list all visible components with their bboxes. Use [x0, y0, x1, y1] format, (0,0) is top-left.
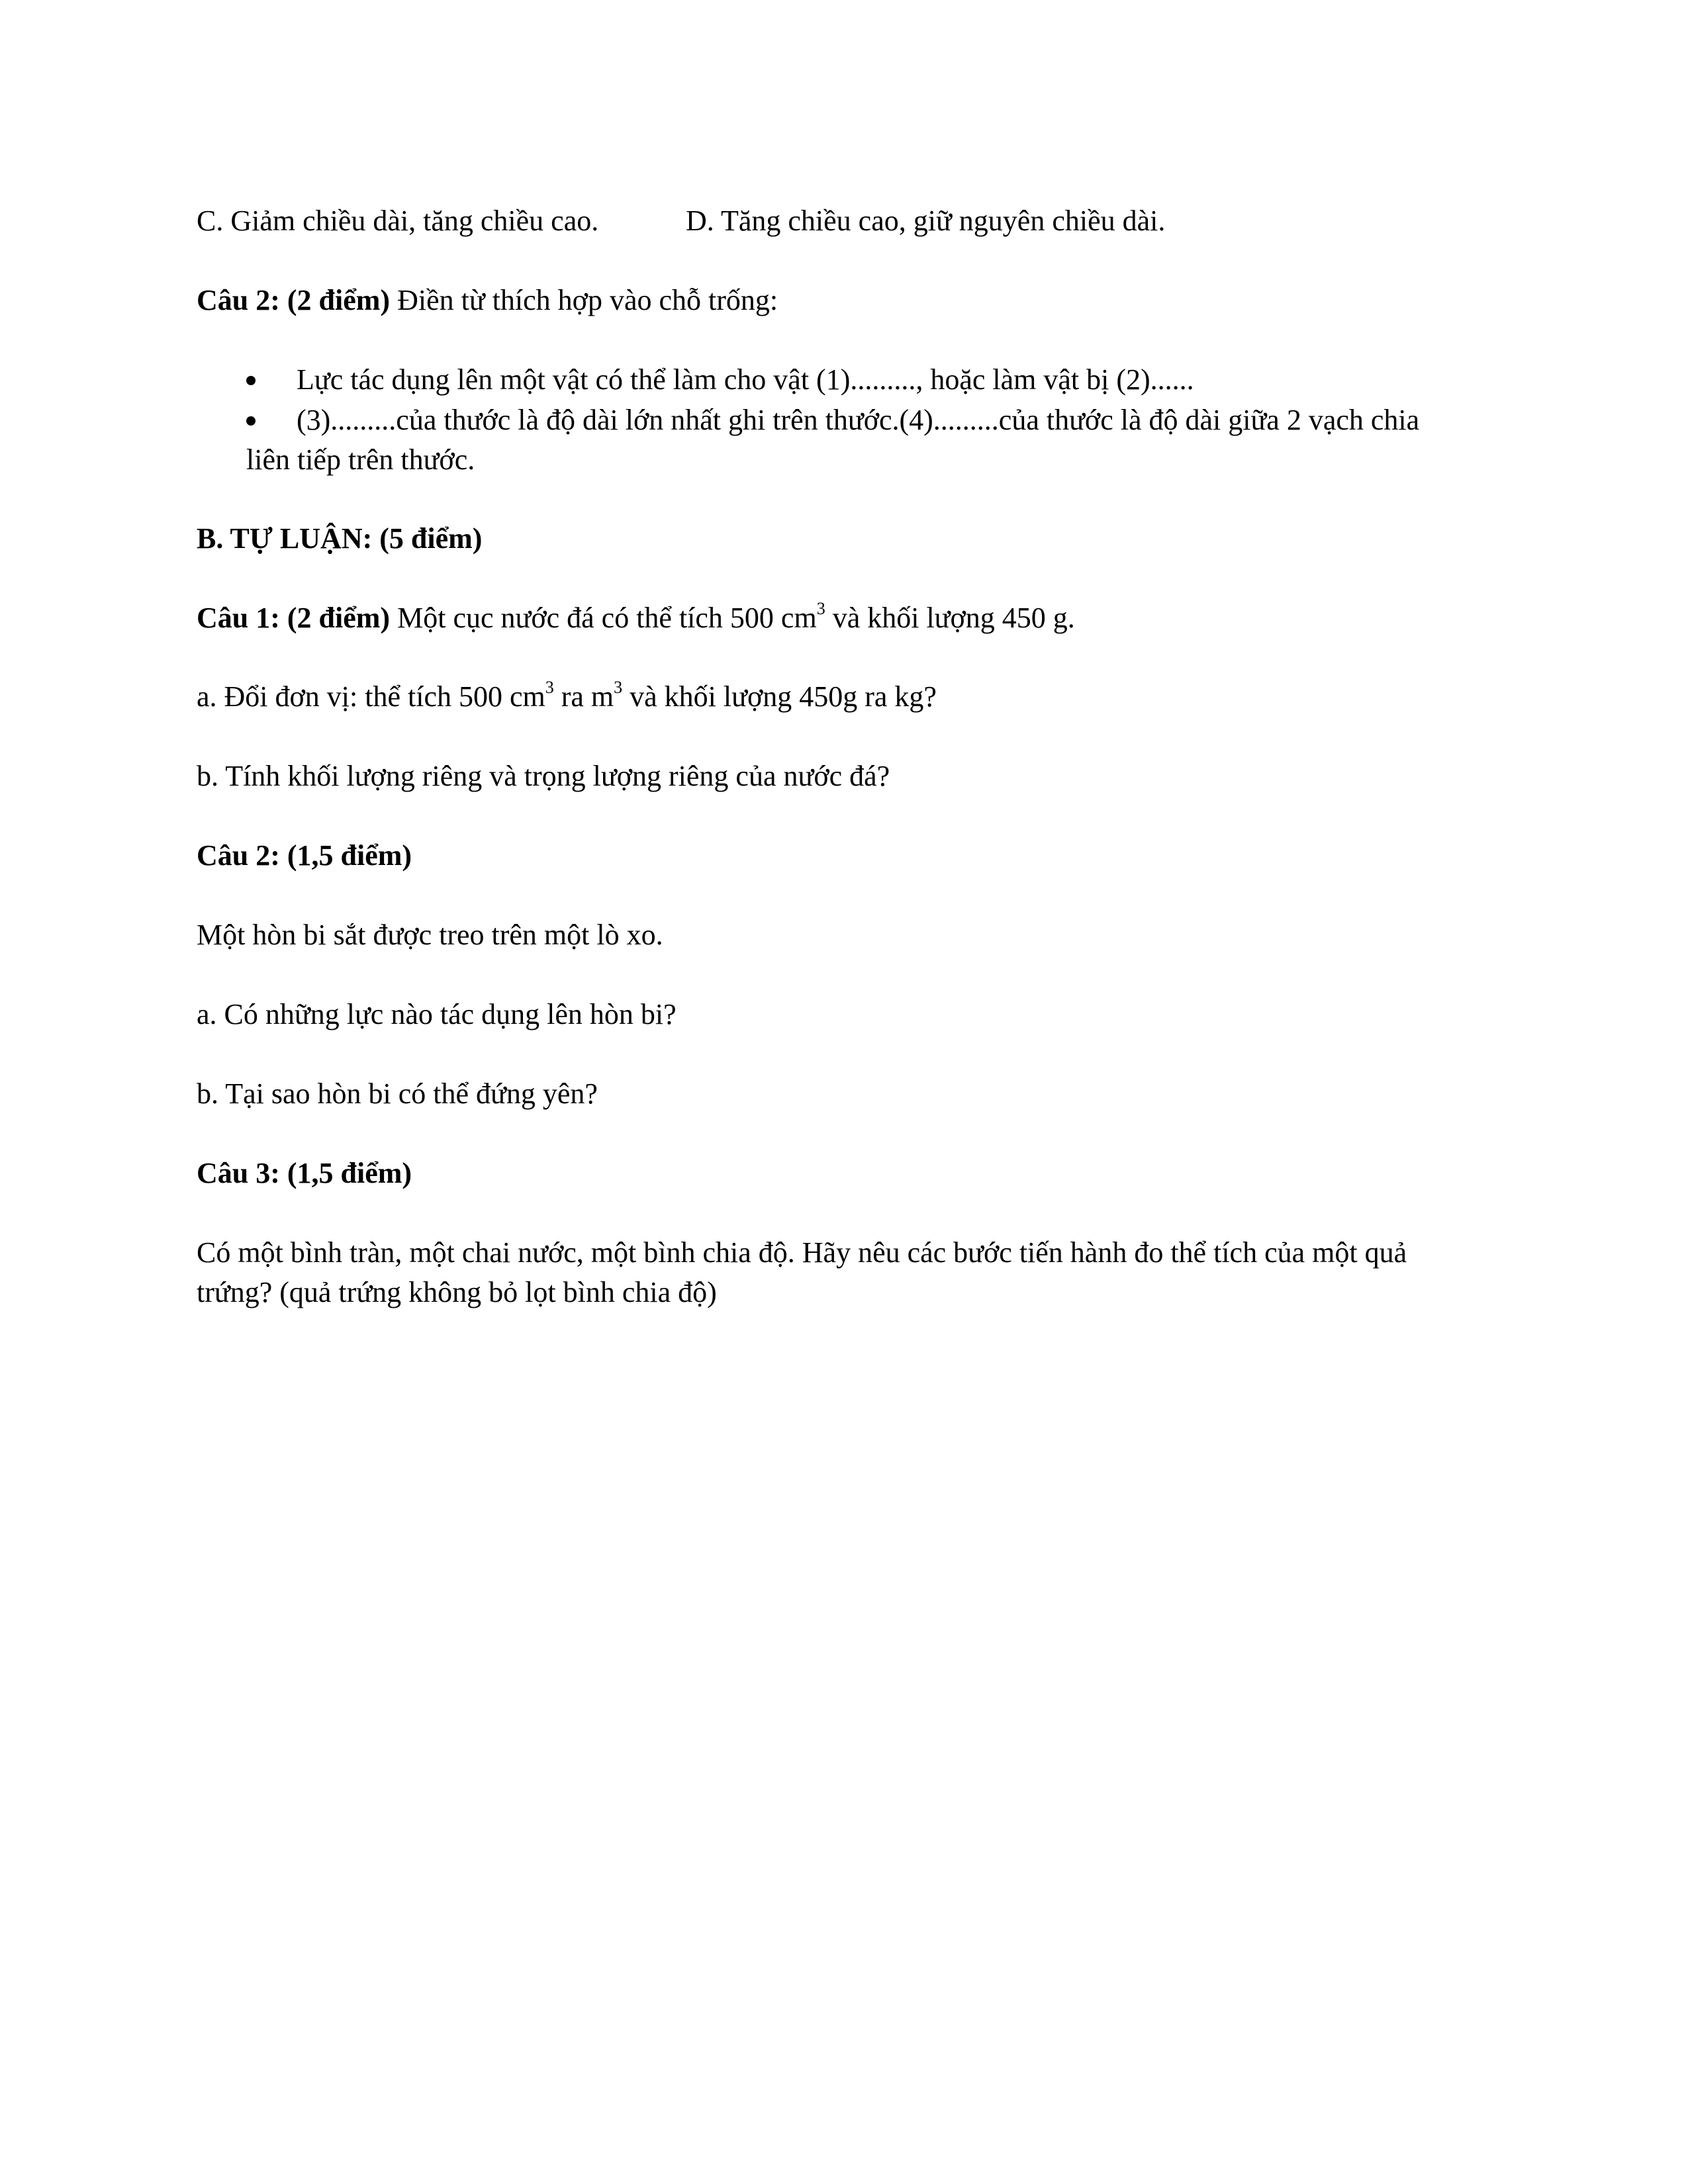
essay-q1-text: Một cục nước đá có thể tích 500 cm: [390, 602, 817, 634]
bullet-icon: [246, 376, 256, 385]
section-heading: B. TỰ LUẬN: (5 điểm): [197, 522, 483, 555]
option-d: D. Tăng chiều cao, giữ nguyên chiều dài.: [686, 205, 1166, 237]
fill-question-heading: [197, 282, 778, 319]
essay-q2-part-b: b. Tại sao hòn bi có thể đứng yên?: [197, 1077, 598, 1110]
essay-q3-line-1: Có một bình tràn, một chai nước, một bình chia độ. Hãy nêu các bước tiến hành đo thể tích của một quả: [197, 1236, 1407, 1269]
bullet-icon: [246, 416, 256, 426]
fill-question-label: Câu 2: (2 điểm): [197, 284, 391, 316]
essay-q1-part-a: [197, 678, 937, 715]
part-a-text-1: a. Đổi đơn vị: thể tích 500 cm: [197, 680, 545, 713]
superscript: 3: [816, 599, 825, 619]
essay-q1-part-b: b. Tính khối lượng riêng và trọng lượng riêng của nước đá?: [197, 760, 890, 792]
essay-q3-label: Câu 3: (1,5 điểm): [197, 1157, 412, 1189]
fill-bullet-1: Lực tác dụng lên một vật có thể làm cho vật (1)........., hoặc làm vật bị (2)......: [297, 363, 1194, 396]
fill-bullet-2-line-2: liên tiếp trên thước.: [246, 443, 475, 476]
essay-q1-text-end: và khối lượng 450 g.: [825, 602, 1075, 634]
essay-q2-label: Câu 2: (1,5 điểm): [197, 839, 412, 872]
essay-q1: [197, 600, 1075, 637]
essay-q1-label: Câu 1: (2 điểm): [197, 602, 391, 634]
superscript: 3: [545, 678, 554, 698]
part-a-text-2: ra m: [553, 680, 614, 713]
fill-question-prompt: Điền từ thích hợp vào chỗ trống:: [390, 284, 778, 316]
essay-q3-line-2: trứng? (quả trứng không bỏ lọt bình chia độ): [197, 1276, 717, 1308]
superscript: 3: [614, 678, 623, 698]
option-c: C. Giảm chiều dài, tăng chiều cao.: [197, 205, 599, 237]
fill-bullet-2-line-1: (3).........của thước là độ dài lớn nhất ghi trên thước.(4).........của thước là độ dài giữa 2 vạch chia: [297, 404, 1420, 436]
essay-q2-part-a: a. Có những lực nào tác dụng lên hòn bi?: [197, 998, 677, 1030]
essay-q2-stem: Một hòn bi sắt được treo trên một lò xo.: [197, 919, 663, 951]
part-a-text-3: và khối lượng 450g ra kg?: [622, 680, 937, 713]
